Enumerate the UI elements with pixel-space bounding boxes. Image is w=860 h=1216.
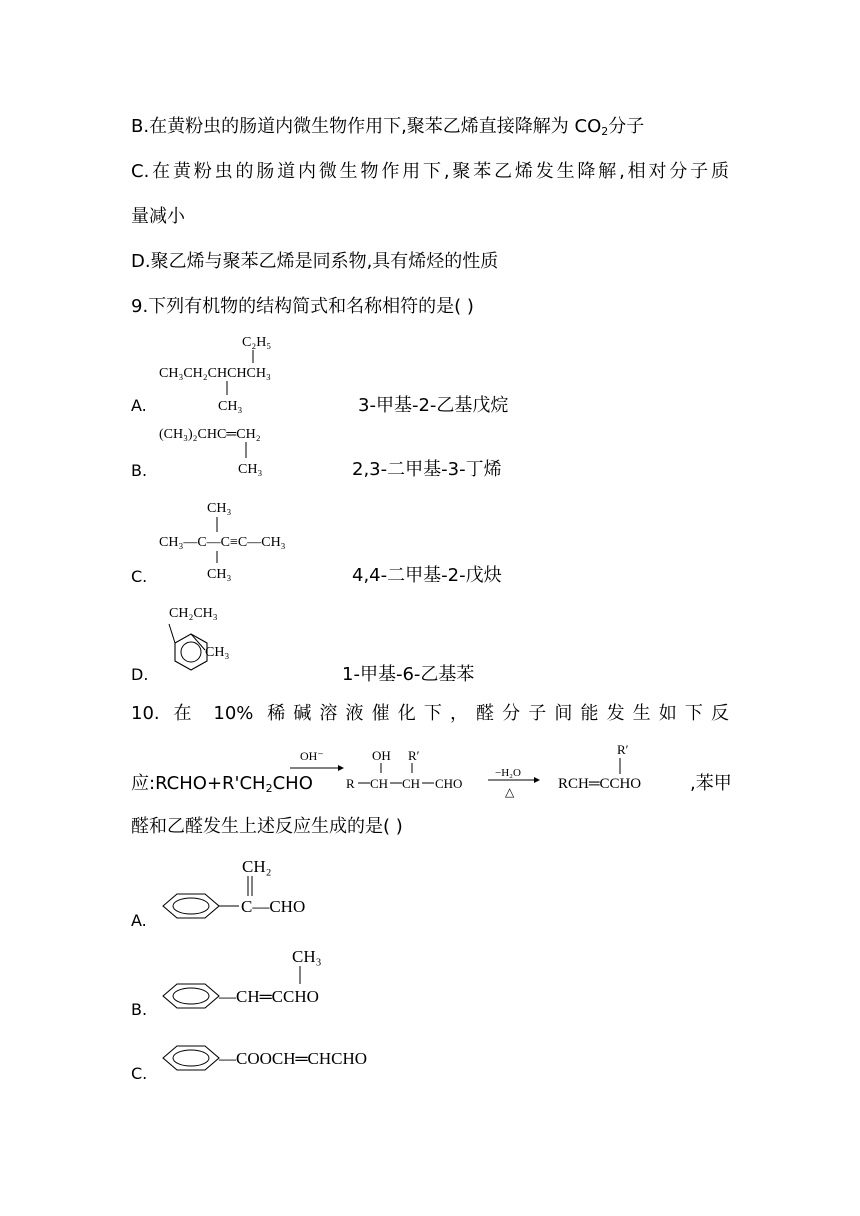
option-c-line1: C.在黄粉虫的肠道内微生物作用下,聚苯乙烯发生降解,相对分子质: [131, 161, 729, 182]
q9-option-b-label: B.: [131, 461, 148, 480]
ethyl-group: C₂H₅: [242, 335, 272, 350]
q10-option-b-label: B.: [131, 1000, 148, 1019]
hydroxyl: OH: [372, 748, 391, 763]
q10-option-c-structure: [155, 1030, 435, 1090]
main-chain: CH₃—C—C≡C—CH₃: [159, 535, 286, 550]
r-prime: R′: [408, 748, 420, 763]
heat-symbol: △: [505, 785, 515, 799]
q9-option-a-name: 3-甲基-2-乙基戊烷: [358, 395, 509, 416]
ethyl-substituent: CH₂CH₃: [169, 606, 218, 621]
q9-option-b-structure: [155, 420, 355, 480]
methylene: CH₂: [242, 857, 272, 876]
main-chain: CH₃CH₂CHCHCH₃: [159, 366, 271, 381]
option-c-line2: 量减小: [131, 206, 185, 227]
main-chain: (CH₃)₂CHC═CH₂: [159, 427, 261, 442]
r-group: R: [346, 776, 355, 791]
q9-option-c-structure: [155, 496, 355, 586]
q9-option-c-name: 4,4-二甲基-2-戊炔: [352, 565, 502, 586]
product: RCH═CCHO: [558, 776, 642, 792]
ch-a: CH: [370, 776, 389, 791]
q9-option-d-structure: [155, 598, 295, 693]
question-10-line1: 10. 在 10% 稀碱溶液催化下，醛分子间能发生如下反: [131, 703, 729, 724]
main-chain: —COOCH═CHCHO: [219, 1049, 368, 1068]
question-9: 9.下列有机物的结构简式和名称相符的是( ): [131, 296, 474, 317]
reaction-scheme: [290, 740, 690, 810]
option-b-text: [131, 116, 644, 143]
q10-option-c-label: C.: [131, 1064, 148, 1083]
aldehyde: CHO: [435, 776, 463, 791]
q9-option-a-structure: [155, 330, 355, 420]
q9-option-d-label: D.: [131, 665, 149, 684]
option-d-text: D.聚乙烯与聚苯乙烯是同系物,具有烯烃的性质: [131, 251, 499, 272]
dehydration: −H₂O: [495, 767, 521, 779]
methyl-substituent: CH₃: [205, 645, 230, 660]
bottom-methyl: CH₃: [207, 567, 232, 582]
top-methyl: CH₃: [207, 501, 232, 516]
option-b-main: B.在黄粉虫的肠道内微生物作用下,聚苯乙烯直接降解为 CO: [131, 116, 602, 137]
question-10-tail: ,苯甲: [690, 773, 732, 794]
q10-option-a-label: A.: [131, 911, 147, 930]
base-catalyst: OH⁻: [300, 749, 324, 763]
q9-option-b-name: 2,3-二甲基-3-丁烯: [352, 459, 502, 480]
methyl-group: CH₃: [238, 462, 263, 477]
question-10-line3: 醛和乙醛发生上述反应生成的是( ): [131, 816, 403, 837]
q9-option-d-name: 1-甲基-6-乙基苯: [342, 664, 475, 685]
q9-option-c-label: C.: [131, 567, 148, 586]
q9-option-a-label: A.: [131, 396, 147, 415]
ch2-subscript: 2: [265, 782, 273, 795]
product-r-prime: R′: [617, 742, 629, 757]
methyl-group: CH₃: [218, 399, 243, 414]
reactants: 应:RCHO+R'CH: [131, 773, 266, 794]
q10-option-a-structure: [155, 850, 375, 930]
ch-b: CH: [402, 776, 421, 791]
reactants-tail: CHO: [272, 773, 313, 794]
main-chain: —CH═CCHO: [219, 987, 319, 1006]
option-b-tail: 分子: [608, 116, 645, 137]
main-chain: C—CHO: [241, 897, 306, 916]
co2-subscript: 2: [601, 125, 609, 138]
q10-option-b-structure: [155, 940, 395, 1020]
methyl-group: CH₃: [292, 947, 322, 966]
question-10-line2: [131, 773, 313, 800]
